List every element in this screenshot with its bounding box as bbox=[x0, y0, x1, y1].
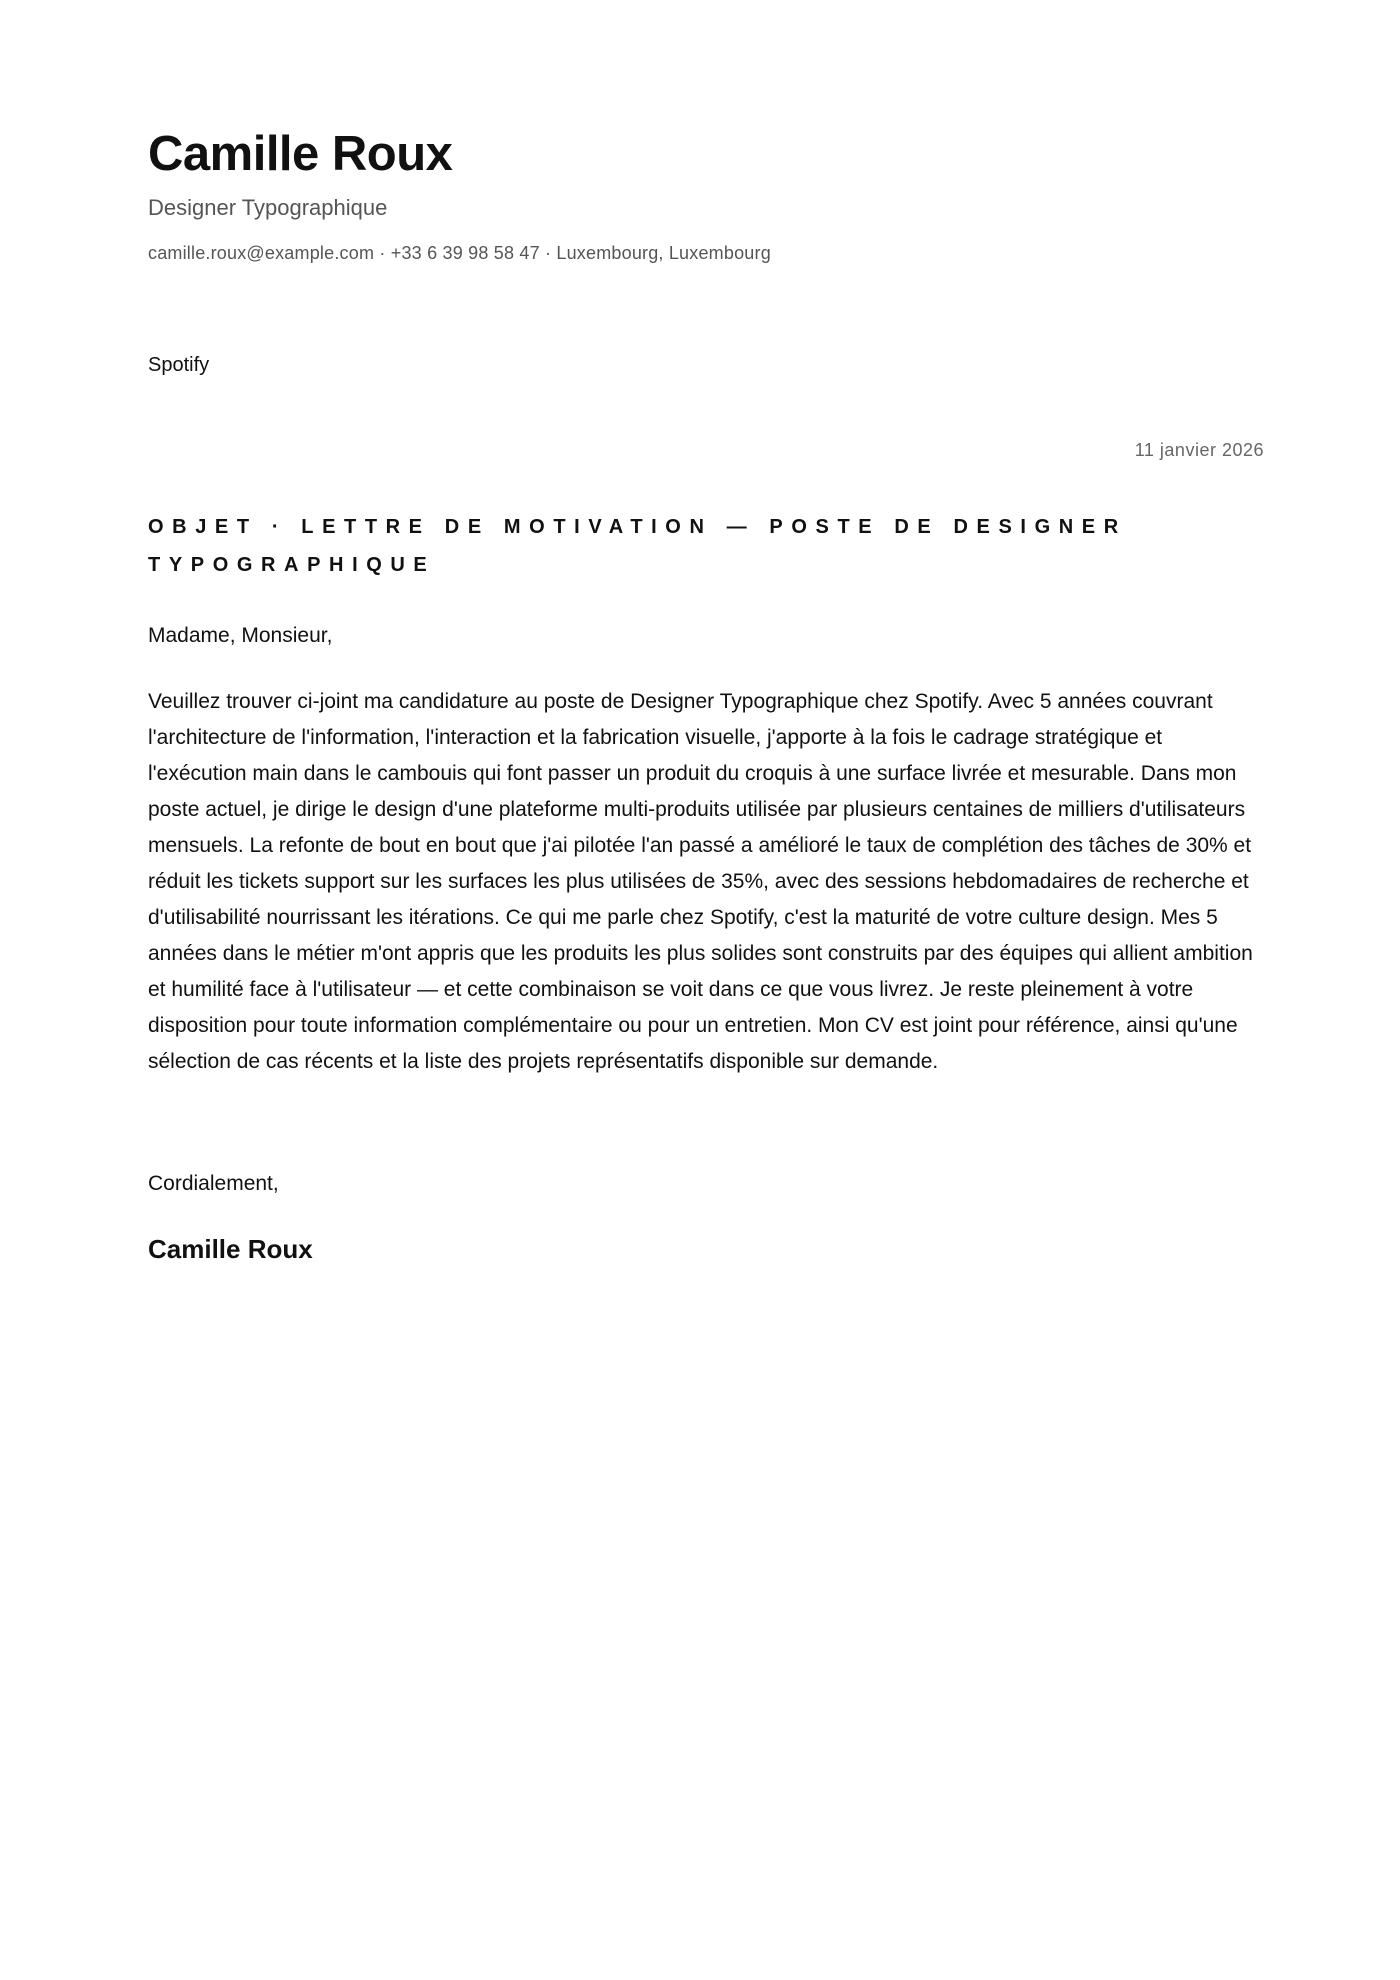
letter-body: Veuillez trouver ci-joint ma candidature au poste de Designer Typographique chez Spotify. Avec 5 années couvrant l'architecture de l'information, l'interaction et la fabrication visuelle, j'apporte à la fois le cadrage stratégique et l'exécution main dans le cambouis qui font passer un produit du croquis à une surface livrée et mesurable. Dans mon poste actuel, je dirige le design d'une plateforme multi-produits utilisée par plusieurs centaines de milliers d'utilisateurs mensuels. La refonte de bout en bout que j'ai pilotée l'an passé a amélioré le taux de complétion des tâches de 30% et réduit les tickets support sur les surfaces les plus utilisées de 35%, avec des sessions hebdomadaires de recherche et d'utilisabilité nourrissant les itérations. Ce qui me parle chez Spotify, c'est la maturité de votre culture design. Mes 5 années dans le métier m'ont appris que les produits les plus solides sont construits par des équipes qui allient ambition et humilité face à l'utilisateur — et cette combinaison se voit dans ce que vous livrez. Je reste pleinement à votre disposition pour toute information complémentaire ou pour un entretien. Mon CV est joint pour référence, ainsi qu'une sélection de cas récents et la liste des projets représentatifs disponible sur demande. bbox=[148, 690, 1253, 1073]
signature: Camille Roux bbox=[148, 1234, 313, 1264]
sender-title: Designer Typographique bbox=[148, 195, 388, 220]
greeting: Madame, Monsieur, bbox=[148, 624, 333, 647]
sender-name: Camille Roux bbox=[148, 127, 453, 181]
closing: Cordialement, bbox=[148, 1172, 279, 1195]
letter-date: 11 janvier 2026 bbox=[1134, 440, 1264, 460]
sender-contact: camille.roux@example.com · +33 6 39 98 58 47 · Luxembourg, Luxembourg bbox=[148, 243, 771, 263]
subject-line: OBJET · LETTRE DE MOTIVATION — POSTE DE DESIGNER TYPOGRAPHIQUE bbox=[148, 516, 1127, 576]
recipient: Spotify bbox=[148, 354, 210, 376]
